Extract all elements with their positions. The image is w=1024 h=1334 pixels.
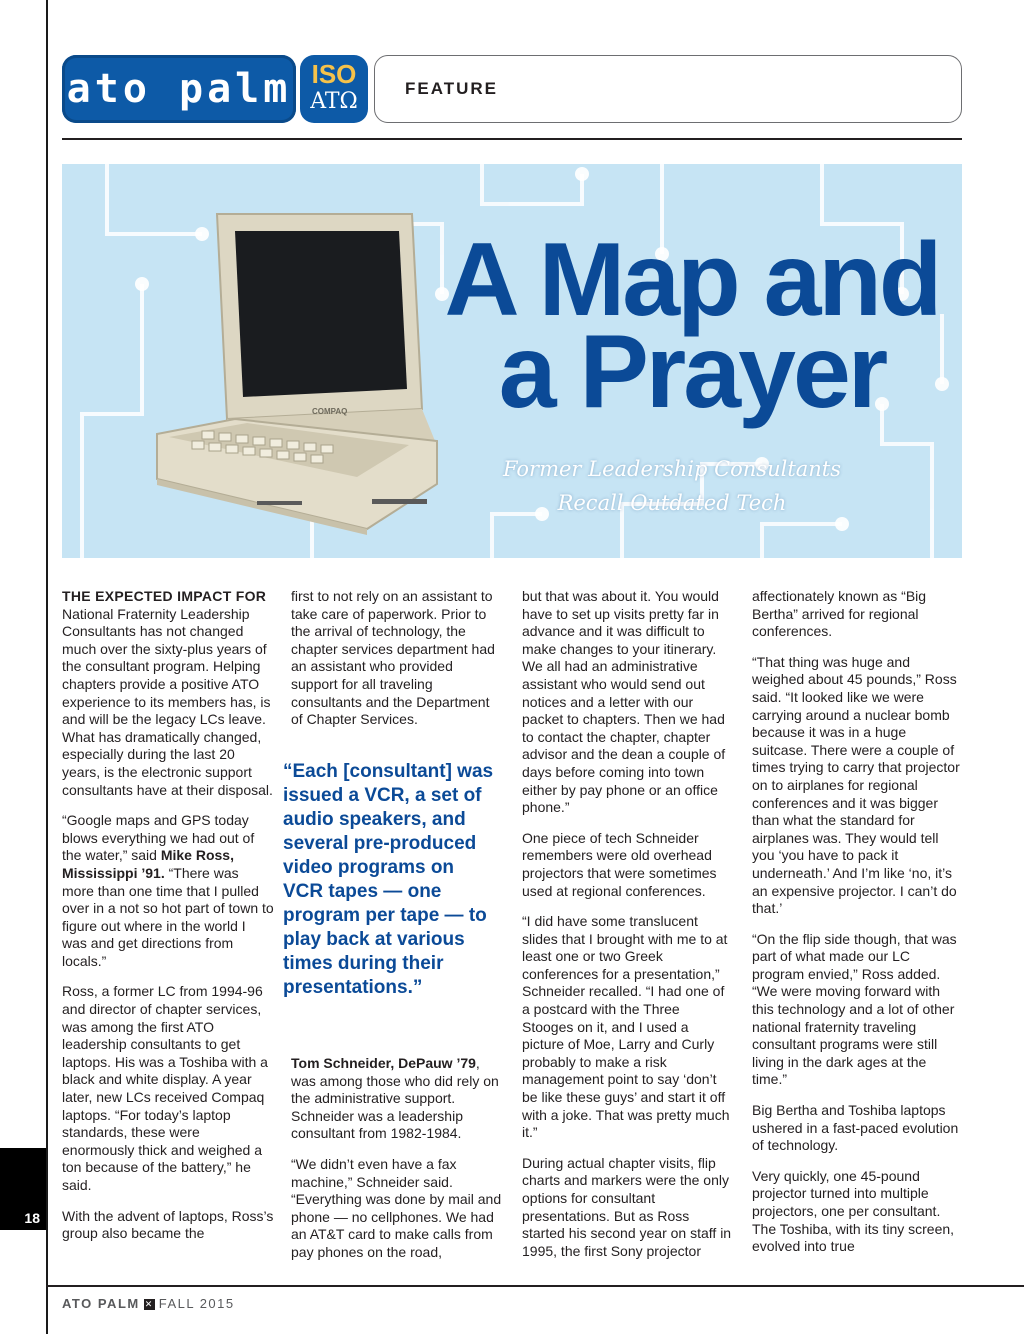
paragraph: “On the flip side though, that was part of what made our LC program envied,” Ross added. “We were moving forward with this technology and a lot of other national fraternity traveling consultant programs were still living in the dark ages at the time.” xyxy=(752,930,957,1088)
title-line-2: a Prayer xyxy=(498,314,886,430)
footer-publication: ATO PALM xyxy=(62,1296,140,1311)
section-banner xyxy=(374,55,962,123)
paragraph: “We didn’t even have a fax machine,” Schneider said. “Everything was done by mail and phone — no cellphones. We had an AT&T card to make calls from pay phones on the road, xyxy=(291,1155,502,1260)
paragraph: “Google maps and GPS today blows everything we had out of the water,” said Mike Ross, Mississippi ’91. “There was more than one time that I pulled over in a not so hot part of town to figure out where in the world I was and get directions from locals.” xyxy=(62,812,274,969)
pull-quote: “Each [consultant] was issued a VCR, a set of audio speakers, and several pre-produced video programs on VCR tapes — one program per tape — to play back at various times during their presentations.” xyxy=(283,761,494,998)
paragraph: During actual chapter visits, flip charts and markers were the only options for consultant presentations. But as Ross started his second year on staff in 1995, the first Sony projector xyxy=(522,1154,732,1259)
laptop-icon xyxy=(117,209,447,539)
paragraph: Tom Schneider, DePauw ’79, was among those who did rely on the administrative support. Schneider was a leadership consultant from 1982-1984. xyxy=(291,1055,499,1142)
paragraph: Ross, a former LC from 1994-96 and director of chapter services, was among the first ATO leadership consultants to get laptops. His was a Toshiba with a black and white display. A year later, new LCs received Compaq laptops. “For today’s laptop standards, these were enormously thick and weighed a ton because of the battery,” he said. xyxy=(62,983,268,1193)
column-1 xyxy=(62,588,274,1256)
column-4 xyxy=(752,588,964,1269)
subtitle-line-2: Recall Outdated Tech xyxy=(557,491,787,515)
paragraph: Very quickly, one 45-pound projector turned into multiple projectors, one per consultant. The Toshiba, with its tiny screen, evolved into true xyxy=(752,1167,955,1255)
header-rule xyxy=(62,138,962,140)
paragraph: “That thing was huge and weighed about 45 pounds,” Ross said. “It looked like we were carrying around a nuclear bomb because it was in a huge suitcase. There were a couple of times trying to carry that projector on to airplanes for regional conferences and it was bigger than what the standard for airplanes was. They would tell you ‘you have to pack it underneath.’ And I’m like ‘no, it’s an expensive projector. I can’t do that.’ xyxy=(752,653,960,917)
ato-badge-icon: ✕ xyxy=(144,1299,154,1310)
section-label: FEATURE xyxy=(405,79,499,98)
article-title xyxy=(412,222,962,430)
column-2 xyxy=(291,588,503,742)
paragraph: THE EXPECTED IMPACT FOR National Fraternity Leadership Consultants has not changed much over the sixty-plus years of the consultant program. Helping chapters provide a positive ATO experience to its members has, is and will be the legacy LCs leave. What has dramatically changed, especially during the last 20 years, is the electronic support consultants have at their disposal. xyxy=(62,588,273,798)
hero-banner xyxy=(62,164,962,558)
paragraph: first to not rely on an assistant to take care of paperwork. Prior to the arrival of technology, the chapter services department had an assistant who provided support for all traveling consultants and the Department of Chapter Services. xyxy=(291,588,495,728)
title-line-1: A Map and xyxy=(444,222,940,338)
article-subtitle xyxy=(482,452,862,520)
left-margin-rule xyxy=(46,0,48,1334)
page-number: 18 xyxy=(24,1210,40,1226)
paragraph: Big Bertha and Toshiba laptops ushered in a fast-paced evolution of technology. xyxy=(752,1102,959,1154)
palm-logo xyxy=(62,55,296,123)
paragraph: but that was about it. You would have to set up visits pretty far in advance and it was difficult to make changes to your itinerary. We all had an administrative assistant who would send out notices and a letter with our packet to chapters. Then we had to contact the chapter, chapter advisor and the dean a couple of days before coming into town either by pay phone or an office phone.” xyxy=(522,588,726,816)
footer xyxy=(62,1296,235,1311)
footer-issue: FALL 2015 xyxy=(158,1296,235,1311)
lead-in: THE EXPECTED IMPACT FOR xyxy=(62,588,267,604)
paragraph: One piece of tech Schneider remembers were old overhead projectors that were sometimes used at regional conferences. xyxy=(522,829,717,899)
iso-logo-bottom: ATΩ xyxy=(310,89,358,114)
iso-ato-logo xyxy=(300,55,368,123)
palm-logo-text: ato palm xyxy=(66,66,292,112)
person-name: Mike Ross, Mississippi ’91. xyxy=(62,847,234,881)
person-name: Tom Schneider, DePauw ’79 xyxy=(291,1055,476,1071)
subtitle-line-1: Former Leadership Consultants xyxy=(502,457,842,481)
laptop-brand-label: COMPAQ xyxy=(312,407,348,416)
footer-rule xyxy=(46,1285,1024,1287)
iso-logo-top: ISO xyxy=(311,59,357,89)
paragraph: affectionately known as “Big Bertha” arrived for regional conferences. xyxy=(752,588,927,640)
column-3 xyxy=(522,588,734,1273)
paragraph: With the advent of laptops, Ross’s group also became the xyxy=(62,1207,274,1242)
pull-quote-attribution xyxy=(291,1055,503,1275)
paragraph: “I did have some translucent slides that I brought with me to at least one or two Greek conferences for a presentation,” Schneider recalled. “I had one of a postcard with the Three Stooges on it, and I used a picture of Moe, Larry and Curly probably to make a risk management point to say ‘don’t be like these guys’ and start it off with a joke. That was pretty much it.” xyxy=(522,913,730,1141)
